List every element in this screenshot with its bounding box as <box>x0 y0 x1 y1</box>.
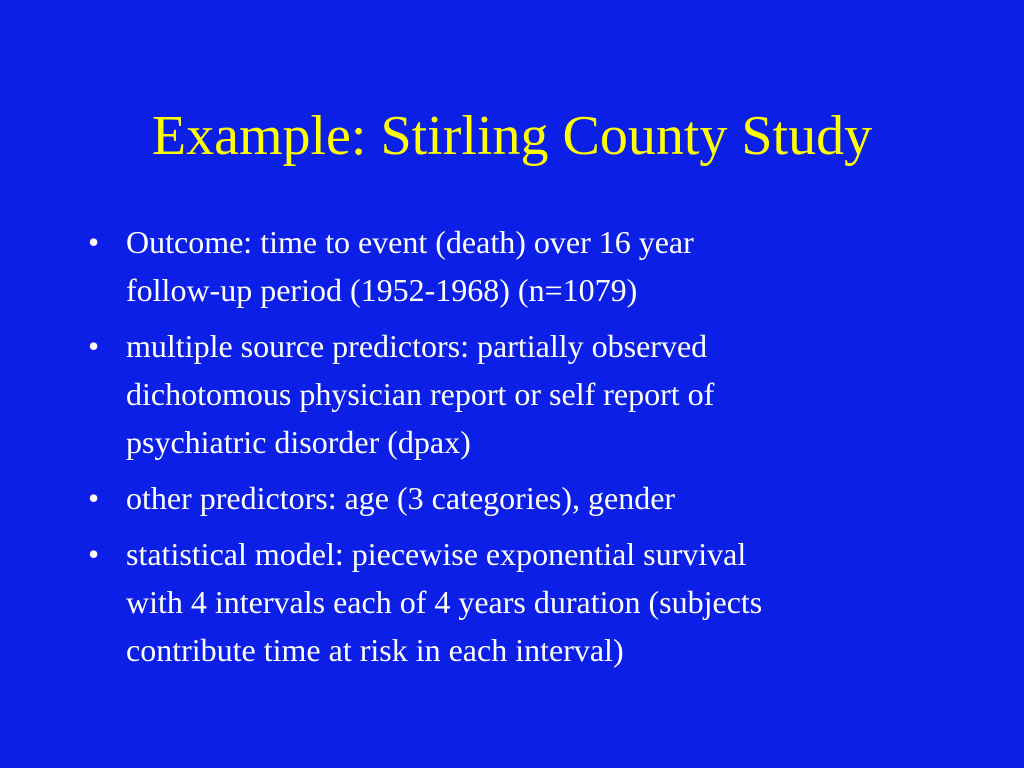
bullet-line: dichotomous physician report or self report of <box>126 376 715 412</box>
bullet-item-multiple-source-predictors <box>88 322 948 466</box>
bullet-icon: • <box>88 536 100 572</box>
bullet-icon: • <box>88 328 100 364</box>
bullet-line: multiple source predictors: partially observed <box>126 328 708 364</box>
bullet-item-statistical-model <box>88 530 948 674</box>
bullet-item-outcome <box>88 218 948 314</box>
bullet-list <box>88 218 948 682</box>
bullet-icon: • <box>88 224 100 260</box>
bullet-line: statistical model: piecewise exponential survival <box>126 536 747 572</box>
slide-title: Example: Stirling County Study <box>151 105 873 167</box>
bullet-line: psychiatric disorder (dpax) <box>126 424 471 460</box>
bullet-line: follow-up period (1952-1968) (n=1079) <box>126 272 638 308</box>
bullet-item-other-predictors <box>88 474 948 522</box>
bullet-line: other predictors: age (3 categories), gender <box>126 480 676 516</box>
bullet-line: Outcome: time to event (death) over 16 year <box>126 224 694 260</box>
bullet-line: with 4 intervals each of 4 years duration (subjects <box>126 584 763 620</box>
bullet-line: contribute time at risk in each interval) <box>126 632 624 668</box>
bullet-icon: • <box>88 480 100 516</box>
